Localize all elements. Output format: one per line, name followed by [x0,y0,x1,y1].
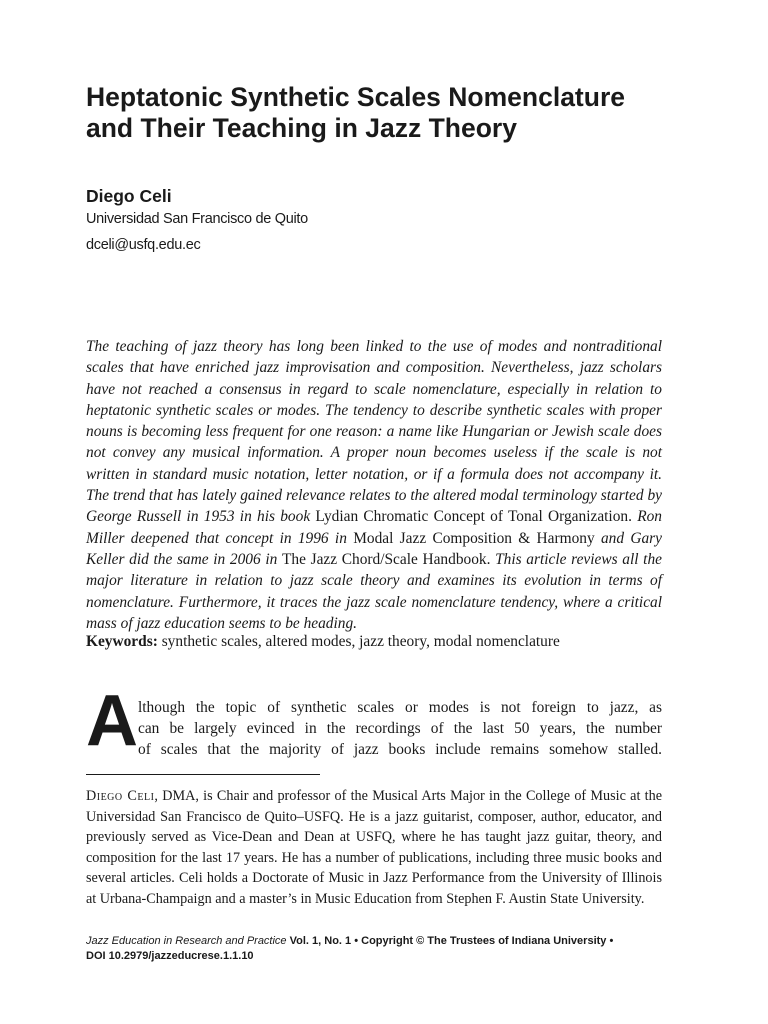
abstract-book-title-2: Modal Jazz Composition & Harmony [353,529,595,547]
journal-volume: Vol. 1, No. 1 [289,935,352,947]
abstract-text-3: and Gary Keller did the same in 2006 in [86,529,663,568]
drop-cap: A [86,681,138,761]
abstract-book-title-1: Lydian Chromatic Concept of Tonal Organization. [315,508,632,526]
footnote-rule [86,774,320,775]
author-affiliation: Universidad San Francisco de Quito [86,211,308,227]
author-name: Diego Celi [86,186,172,206]
copyright-notice: Copyright © The Trustees of Indiana University [361,935,607,947]
paper-title-line-1: Heptatonic Synthetic Scales Nomenclature [86,82,625,112]
keywords-label: Keywords: [86,633,158,650]
doi: DOI 10.2979/jazzeducrese.1.1.10 [86,950,254,962]
abstract-text-2: Ron Miller deepened that concept in 1996 in [86,508,662,547]
footer-bullet-2: • [609,935,614,947]
paper-title [86,82,686,144]
abstract-text-4: This article reviews all the major literature in relation to jazz scale theory and examines its evolution in terms of nomenclature. Furthermore, it traces the jazz scale nomenclature tendency, where a critical mass of jazz education seems to be heading. [86,550,662,632]
keywords [86,633,662,651]
journal-name: Jazz Education in Research and Practice [86,935,287,947]
bio-text: , DMA, is Chair and professor of the Musical Arts Major in the College of Music at the Universidad San Francisco de Quito–USFQ. He is a jazz guitarist, composer, author, educator, and previously served as Vice-Dean and Dean at USFQ, where he has taught jazz guitar, theory, and composition for the last 17 years. He has a number of publications, including three music books and several articles. Celi holds a Doctorate of Music in Jazz Performance from the University of Illinois at Urbana-Champaign and a master’s in Music Education from Stephen F. Austin State University. [86,788,663,907]
bio-author-name: Diego Celi [86,788,155,804]
abstract [86,336,662,634]
abstract-text-1: The teaching of jazz theory has long been linked to the use of modes and nontraditional scales that have enriched jazz improvisation and composition. Nevertheless, jazz scholars have not reached a consensus in regard to scale nomenclature, especially in relation to heptatonic synthetic scales or modes. The tendency to describe synthetic scales with proper nouns is becoming less frequent for one reason: a name like Hungarian or Jewish scale does not convey any musical information. A proper noun becomes useless if the scale is not written in standard music notation, letter notation, or if a formula does not accompany it. The trend that has lately gained relevance relates to the altered modal terminology started by George Russell in 1953 in his book [86,338,662,526]
footer-bullet-1: • [354,935,359,947]
intro-line-2: can be largely evinced in the recordings of the last 50 years, the number [138,720,662,737]
journal-footer [86,935,613,947]
author-bio-footnote [86,786,662,909]
author-email: dceli@usfq.edu.ec [86,237,201,253]
intro-line-3: of scales that the majority of jazz books include remains somehow stalled. [138,741,662,758]
keywords-text: synthetic scales, altered modes, jazz theory, modal nomenclature [161,633,560,650]
paper-title-line-2: and Their Teaching in Jazz Theory [86,113,517,143]
intro-line-1: lthough the topic of synthetic scales or modes is not foreign to jazz, as [138,699,662,716]
abstract-book-title-3: The Jazz Chord/Scale Handbook. [281,550,491,568]
